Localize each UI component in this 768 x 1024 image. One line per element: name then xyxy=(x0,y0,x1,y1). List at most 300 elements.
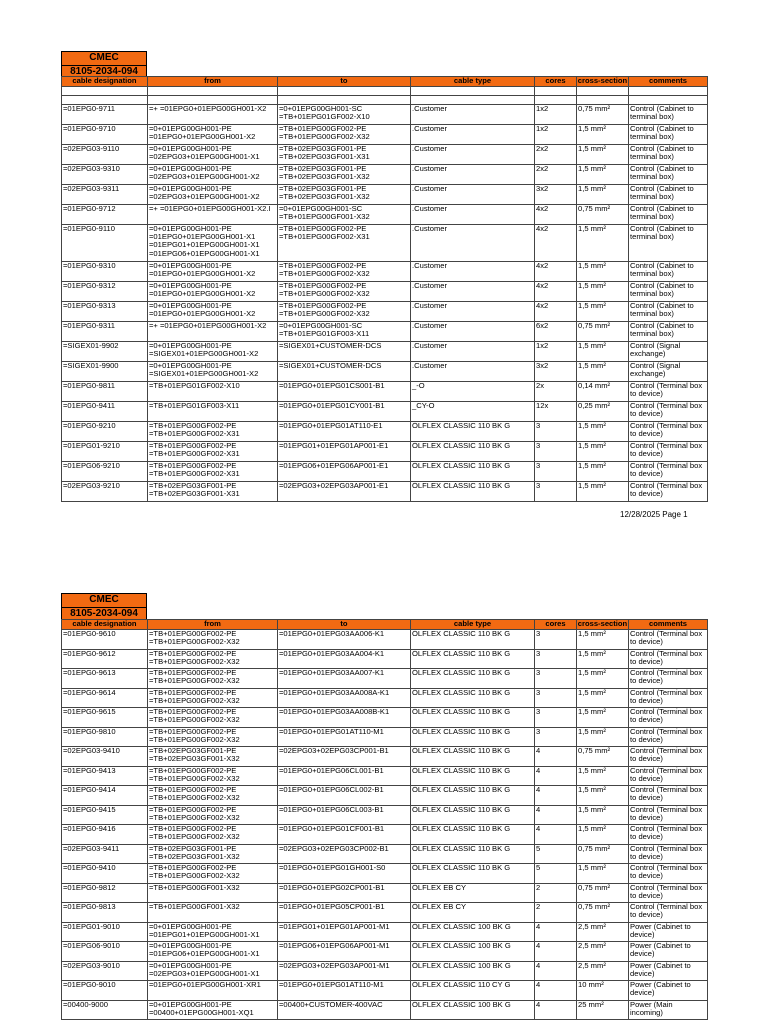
cell-cores: 5 xyxy=(535,864,577,884)
cell-designation: =01EPG0-9415 xyxy=(62,805,148,825)
cell-comments: Control (Terminal box to device) xyxy=(629,844,708,864)
cell-to: =01EPG0+01EPG03AA008A-K1 xyxy=(278,688,411,708)
cell-cable-type: ÖLFLEX CLASSIC 100 BK G xyxy=(411,942,535,962)
col-cores: cores xyxy=(535,77,577,87)
cell-comments: Control (Cabinet to terminal box) xyxy=(629,125,708,145)
cable-table-page-2 xyxy=(61,619,708,1020)
cell-cable-type: ÖLFLEX CLASSIC 110 BK G xyxy=(411,727,535,747)
cell-from: =+ =01EPG0+01EPG00GH001-X2 xyxy=(148,322,278,342)
cell-cores: 3x2 xyxy=(535,185,577,205)
cell-cross-section: 1,5 mm² xyxy=(577,462,629,482)
col-comments: comments xyxy=(629,77,708,87)
cell-cores: 3 xyxy=(535,422,577,442)
cell-cores: 4 xyxy=(535,961,577,981)
cell-cross-section: 1,5 mm² xyxy=(577,165,629,185)
cell-cores: 4x2 xyxy=(535,225,577,262)
cell-cross-section: 1,5 mm² xyxy=(577,145,629,165)
cell-comments: Control (Terminal box to device) xyxy=(629,382,708,402)
cell-to: =TB+01EPG00GF002-PE =TB+01EPG00GF002-X31 xyxy=(278,225,411,262)
column-header-row xyxy=(62,620,708,630)
col-from: from xyxy=(148,620,278,630)
cable-row xyxy=(62,688,708,708)
cell-cores: 4 xyxy=(535,747,577,767)
cell-comments: Control (Terminal box to device) xyxy=(629,442,708,462)
cell-cable-type: .Customer xyxy=(411,125,535,145)
cell-cores: 2 xyxy=(535,903,577,923)
cell-cross-section: 2,5 mm² xyxy=(577,922,629,942)
cell-cable-type: _CY-O xyxy=(411,402,535,422)
cell-comments: Control (Terminal box to device) xyxy=(629,766,708,786)
cell-from: =TB+01EPG00GF002-PE =TB+01EPG00GF002-X32 xyxy=(148,669,278,689)
cell-cable-type: ÖLFLEX CLASSIC 110 BK G xyxy=(411,462,535,482)
cell-from: =0+01EPG00GH001-PE =01EPG0+01EPG00GH001-X2 xyxy=(148,302,278,322)
cell-from: =0+01EPG00GH001-PE =SIGEX01+01EPG00GH001-X2 xyxy=(148,342,278,362)
cable-row xyxy=(62,669,708,689)
cable-row xyxy=(62,322,708,342)
cell-from: =0+01EPG00GH001-PE =01EPG0+01EPG00GH001-X2 xyxy=(148,282,278,302)
cell-designation: =01EPG0-9712 xyxy=(62,205,148,225)
col-from: from xyxy=(148,77,278,87)
cell-from: =TB+01EPG00GF002-PE =TB+01EPG00GF002-X32 xyxy=(148,766,278,786)
cell-cable-type: .Customer xyxy=(411,185,535,205)
cell-to: =TB+01EPG00GF002-PE =TB+01EPG00GF002-X32 xyxy=(278,262,411,282)
cell-cross-section: 1,5 mm² xyxy=(577,688,629,708)
cable-row xyxy=(62,630,708,650)
cable-row xyxy=(62,225,708,262)
cell-designation: =01EPG01-9210 xyxy=(62,442,148,462)
cell-designation: =01EPG0-9812 xyxy=(62,883,148,903)
cell-to: =TB+01EPG00GF002-PE =TB+01EPG00GF002-X32 xyxy=(278,282,411,302)
cell-to: =01EPG0+01EPG01AT110-M1 xyxy=(278,981,411,1001)
cell-cable-type: .Customer xyxy=(411,362,535,382)
cell-cable-type: ÖLFLEX CLASSIC 110 BK G xyxy=(411,825,535,845)
cell-to: =01EPG0+01EPG06CL001-B1 xyxy=(278,766,411,786)
cable-row xyxy=(62,165,708,185)
cell-from: =TB+01EPG00GF002-PE =TB+01EPG00GF002-X31 xyxy=(148,462,278,482)
col-cores: cores xyxy=(535,620,577,630)
cell-cable-type: .Customer xyxy=(411,145,535,165)
cell-cable-type: ÖLFLEX CLASSIC 100 BK G xyxy=(411,1000,535,1020)
cell-to: =01EPG0+01EPG03AA008B-K1 xyxy=(278,708,411,728)
cell-cores: 2x2 xyxy=(535,145,577,165)
cell-designation: =01EPG0-9613 xyxy=(62,669,148,689)
cell-comments: Control (Terminal box to device) xyxy=(629,630,708,650)
cell-cable-type: ÖLFLEX CLASSIC 110 BK G xyxy=(411,844,535,864)
cell-cores: 6x2 xyxy=(535,322,577,342)
cell-comments: Control (Cabinet to terminal box) xyxy=(629,225,708,262)
col-cable-type: cable type xyxy=(411,620,535,630)
cell-to: =02EPG03+02EPG03CP001-B1 xyxy=(278,747,411,767)
cell-to: =01EPG0+01EPG03AA007-K1 xyxy=(278,669,411,689)
cable-row xyxy=(62,462,708,482)
cell-cross-section: 0,75 mm² xyxy=(577,903,629,923)
cell-to: =0+01EPG00GH001-SC =TB+01EPG00GF001-X32 xyxy=(278,205,411,225)
cell-from: =01EPG0+01EPG00GH001-XR1 xyxy=(148,981,278,1001)
cell-cores: 4x2 xyxy=(535,302,577,322)
cell-designation: =01EPG0-9615 xyxy=(62,708,148,728)
cell-designation: =01EPG0-9710 xyxy=(62,125,148,145)
cell-cross-section: 1,5 mm² xyxy=(577,185,629,205)
cell-designation: =01EPG0-9210 xyxy=(62,422,148,442)
cell-from: =0+01EPG00GH001-PE =00400+01EPG00GH001-XQ1 xyxy=(148,1000,278,1020)
cell-from: =TB+01EPG00GF002-PE =TB+01EPG00GF002-X32 xyxy=(148,786,278,806)
cell-to: =0+01EPG00GH001-SC =TB+01EPG01GF003-X11 xyxy=(278,322,411,342)
cell-cross-section: 0,75 mm² xyxy=(577,844,629,864)
cell-designation: =01EPG0-9811 xyxy=(62,382,148,402)
cable-row xyxy=(62,262,708,282)
cell-from: =TB+01EPG00GF002-PE =TB+01EPG00GF002-X32 xyxy=(148,864,278,884)
cell-designation: =02EPG03-9010 xyxy=(62,961,148,981)
cell-comments: Control (Cabinet to terminal box) xyxy=(629,262,708,282)
cell-cores: 3 xyxy=(535,442,577,462)
cable-row xyxy=(62,747,708,767)
cell-cores: 3 xyxy=(535,630,577,650)
cell-from: =TB+01EPG00GF002-PE =TB+01EPG00GF002-X32 xyxy=(148,727,278,747)
cable-row xyxy=(62,145,708,165)
cell-cable-type: .Customer xyxy=(411,262,535,282)
cell-from: =0+01EPG00GH001-PE =01EPG06+01EPG00GH001-X1 xyxy=(148,942,278,962)
cell-designation: =01EPG0-9312 xyxy=(62,282,148,302)
cable-row xyxy=(62,205,708,225)
cable-row xyxy=(62,482,708,502)
cell-to: =TB+01EPG00GF002-PE =TB+01EPG00GF002-X32 xyxy=(278,302,411,322)
cell-cross-section: 1,5 mm² xyxy=(577,302,629,322)
cell-designation: =SIGEX01-9902 xyxy=(62,342,148,362)
cell-to: =01EPG0+01EPG01CF001-B1 xyxy=(278,825,411,845)
cell-cross-section: 0,75 mm² xyxy=(577,747,629,767)
cell-to: =02EPG03+02EPG03AP001-E1 xyxy=(278,482,411,502)
col-cable-designation: cable designation xyxy=(62,77,148,87)
cable-row xyxy=(62,786,708,806)
cell-cores: 2x2 xyxy=(535,165,577,185)
cell-from: =TB+01EPG00GF001-X32 xyxy=(148,883,278,903)
cell-from: =TB+01EPG00GF002-PE =TB+01EPG00GF002-X32 xyxy=(148,630,278,650)
cell-cross-section: 1,5 mm² xyxy=(577,342,629,362)
cell-designation: =01EPG06-9210 xyxy=(62,462,148,482)
cell-cross-section: 0,14 mm² xyxy=(577,382,629,402)
cell-comments: Control (Terminal box to device) xyxy=(629,422,708,442)
cell-comments: Control (Terminal box to device) xyxy=(629,482,708,502)
cell-from: =0+01EPG00GH001-PE =02EPG03+01EPG00GH001-X1 xyxy=(148,145,278,165)
cell-to: =01EPG0+01EPG05CP001-B1 xyxy=(278,903,411,923)
cell-cable-type: ÖLFLEX CLASSIC 110 BK G xyxy=(411,747,535,767)
cell-cable-type: ÖLFLEX CLASSIC 110 BK G xyxy=(411,482,535,502)
col-cable-type: cable type xyxy=(411,77,535,87)
cell-designation: =01EPG0-9810 xyxy=(62,727,148,747)
cable-row xyxy=(62,883,708,903)
cell-designation: =01EPG0-9310 xyxy=(62,262,148,282)
col-cable-designation: cable designation xyxy=(62,620,148,630)
cell-cable-type: ÖLFLEX CLASSIC 110 BK G xyxy=(411,766,535,786)
cell-from: =TB+01EPG00GF002-PE =TB+01EPG00GF002-X32 xyxy=(148,825,278,845)
cell-from: =TB+01EPG00GF002-PE =TB+01EPG00GF002-X31 xyxy=(148,422,278,442)
cable-row xyxy=(62,1000,708,1020)
cell-cable-type: ÖLFLEX CLASSIC 100 BK G xyxy=(411,961,535,981)
cell-designation: =01EPG0-9813 xyxy=(62,903,148,923)
cell-designation: =01EPG0-9411 xyxy=(62,402,148,422)
cell-cable-type: .Customer xyxy=(411,322,535,342)
cell-from: =0+01EPG00GH001-PE =02EPG03+01EPG00GH001-X2 xyxy=(148,185,278,205)
cell-from: =+ =01EPG0+01EPG00GH001-X2 xyxy=(148,105,278,125)
cell-to: =0+01EPG00GH001-SC =TB+01EPG01GF002-X10 xyxy=(278,105,411,125)
cell-to: =SIGEX01+CUSTOMER-DCS xyxy=(278,362,411,382)
cell-cross-section: 1,5 mm² xyxy=(577,708,629,728)
cable-row xyxy=(62,864,708,884)
cell-cross-section: 0,75 mm² xyxy=(577,205,629,225)
cell-comments: Control (Terminal box to device) xyxy=(629,825,708,845)
cell-cores: 1x2 xyxy=(535,342,577,362)
cell-to: =02EPG03+02EPG03AP001-M1 xyxy=(278,961,411,981)
cell-cross-section: 1,5 mm² xyxy=(577,262,629,282)
cable-row xyxy=(62,382,708,402)
document-number: 8105-2034-094 xyxy=(62,65,146,79)
cell-to: =TB+02EPG03GF001-PE =TB+02EPG03GF001-X32 xyxy=(278,165,411,185)
cable-row xyxy=(62,649,708,669)
cell-cores: 12x xyxy=(535,402,577,422)
cell-comments: Power (Cabinet to device) xyxy=(629,922,708,942)
col-cross-section: cross-section xyxy=(577,619,628,629)
cable-row xyxy=(62,805,708,825)
cell-cores: 4 xyxy=(535,942,577,962)
cell-from: =+ =01EPG0+01EPG00GH001-X2.I xyxy=(148,205,278,225)
cell-designation: =01EPG0-9612 xyxy=(62,649,148,669)
cell-designation: =01EPG0-9410 xyxy=(62,864,148,884)
cell-cross-section: 1,5 mm² xyxy=(577,125,629,145)
cell-to: =01EPG0+01EPG06CL003-B1 xyxy=(278,805,411,825)
cell-designation: =02EPG03-9310 xyxy=(62,165,148,185)
cell-cores: 1x2 xyxy=(535,125,577,145)
cell-designation: =01EPG0-9414 xyxy=(62,786,148,806)
cable-row xyxy=(62,766,708,786)
cell-cross-section: 1,5 mm² xyxy=(577,805,629,825)
cell-cores: 4 xyxy=(535,981,577,1001)
cell-comments: Control (Terminal box to device) xyxy=(629,903,708,923)
cell-cable-type: .Customer xyxy=(411,342,535,362)
cell-designation: =01EPG0-9614 xyxy=(62,688,148,708)
cell-comments: Control (Terminal box to device) xyxy=(629,462,708,482)
cell-to: =SIGEX01+CUSTOMER-DCS xyxy=(278,342,411,362)
cell-to: =01EPG0+01EPG02CP001-B1 xyxy=(278,883,411,903)
cable-row xyxy=(62,942,708,962)
cell-from: =TB+01EPG00GF002-PE =TB+01EPG00GF002-X31 xyxy=(148,442,278,462)
company-name: CMEC xyxy=(89,594,119,605)
cell-cable-type: ÖLFLEX CLASSIC 110 BK G xyxy=(411,669,535,689)
company-name: CMEC xyxy=(89,52,119,63)
cell-to: =TB+02EPG03GF001-PE =TB+02EPG03GF001-X32 xyxy=(278,185,411,205)
cell-cores: 3 xyxy=(535,649,577,669)
cell-from: =TB+02EPG03GF001-PE =TB+02EPG03GF001-X32 xyxy=(148,844,278,864)
cell-designation: =00400-9000 xyxy=(62,1000,148,1020)
cell-cores: 4 xyxy=(535,1000,577,1020)
cell-from: =TB+01EPG00GF002-PE =TB+01EPG00GF002-X32 xyxy=(148,649,278,669)
cell-to: =00400+CUSTOMER-400VAC xyxy=(278,1000,411,1020)
cell-cores: 1x2 xyxy=(535,105,577,125)
cell-cores: 3 xyxy=(535,669,577,689)
cell-cross-section: 1,5 mm² xyxy=(577,630,629,650)
cell-cable-type: .Customer xyxy=(411,105,535,125)
cable-row xyxy=(62,961,708,981)
cell-cross-section: 1,5 mm² xyxy=(577,727,629,747)
cell-designation: =01EPG0-9711 xyxy=(62,105,148,125)
cable-row xyxy=(62,342,708,362)
cell-to: =01EPG06+01EPG06AP001-E1 xyxy=(278,462,411,482)
cell-comments: Control (Cabinet to terminal box) xyxy=(629,322,708,342)
cell-from: =TB+02EPG03GF001-PE =TB+02EPG03GF001-X32 xyxy=(148,747,278,767)
cell-cross-section: 1,5 mm² xyxy=(577,442,629,462)
cell-comments: Control (Terminal box to device) xyxy=(629,864,708,884)
cell-from: =TB+01EPG01GF002-X10 xyxy=(148,382,278,402)
cell-comments: Control (Terminal box to device) xyxy=(629,883,708,903)
cable-row xyxy=(62,844,708,864)
col-cross-section: cross-section xyxy=(577,76,628,86)
blank-row xyxy=(62,96,708,105)
cable-row xyxy=(62,362,708,382)
cell-cross-section: 0,25 mm² xyxy=(577,402,629,422)
col-comments: comments xyxy=(629,620,708,630)
company-header-box xyxy=(61,51,147,79)
cell-to: =01EPG06+01EPG06AP001-M1 xyxy=(278,942,411,962)
cell-from: =0+01EPG00GH001-PE =02EPG03+01EPG00GH001-X2 xyxy=(148,165,278,185)
column-header-row xyxy=(62,77,708,87)
cell-cable-type: ÖLFLEX EB CY xyxy=(411,903,535,923)
cell-from: =TB+01EPG01GF003-X11 xyxy=(148,402,278,422)
cell-cores: 2 xyxy=(535,883,577,903)
cell-cable-type: ÖLFLEX CLASSIC 110 BK G xyxy=(411,422,535,442)
cell-cores: 3 xyxy=(535,482,577,502)
cell-cable-type: .Customer xyxy=(411,302,535,322)
cell-cores: 3 xyxy=(535,727,577,747)
cell-cross-section: 1,5 mm² xyxy=(577,225,629,262)
cell-cross-section: 1,5 mm² xyxy=(577,825,629,845)
cell-cores: 3x2 xyxy=(535,362,577,382)
cell-comments: Control (Cabinet to terminal box) xyxy=(629,185,708,205)
cell-comments: Control (Terminal box to device) xyxy=(629,402,708,422)
cable-row xyxy=(62,981,708,1001)
cell-designation: =01EPG06-9010 xyxy=(62,942,148,962)
cell-designation: =01EPG0-9313 xyxy=(62,302,148,322)
cell-cores: 4 xyxy=(535,786,577,806)
cell-cores: 4 xyxy=(535,922,577,942)
col-to: to xyxy=(278,77,411,87)
cell-cable-type: .Customer xyxy=(411,282,535,302)
cell-comments: Control (Terminal box to device) xyxy=(629,786,708,806)
cell-comments: Control (Cabinet to terminal box) xyxy=(629,165,708,185)
cell-cross-section: 25 mm² xyxy=(577,1000,629,1020)
company-header-box xyxy=(61,593,147,621)
cell-cable-type: ÖLFLEX EB CY xyxy=(411,883,535,903)
cell-comments: Control (Terminal box to device) xyxy=(629,688,708,708)
cell-from: =TB+02EPG03GF001-PE =TB+02EPG03GF001-X31 xyxy=(148,482,278,502)
cell-to: =01EPG0+01EPG01CY001-B1 xyxy=(278,402,411,422)
cable-row xyxy=(62,105,708,125)
cell-from: =TB+01EPG00GF002-PE =TB+01EPG00GF002-X32 xyxy=(148,708,278,728)
document-number: 8105-2034-094 xyxy=(62,607,146,621)
cell-comments: Power (Cabinet to device) xyxy=(629,981,708,1001)
cell-cross-section: 1,5 mm² xyxy=(577,766,629,786)
col-to: to xyxy=(278,620,411,630)
cell-from: =0+01EPG00GH001-PE =01EPG01+01EPG00GH001-X1 xyxy=(148,922,278,942)
cable-row xyxy=(62,727,708,747)
cell-cross-section: 1,5 mm² xyxy=(577,422,629,442)
cell-from: =0+01EPG00GH001-PE =SIGEX01+01EPG00GH001-X2 xyxy=(148,362,278,382)
cable-row xyxy=(62,825,708,845)
cell-from: =0+01EPG00GH001-PE =01EPG0+01EPG00GH001-X2 xyxy=(148,125,278,145)
cell-cores: 4x2 xyxy=(535,262,577,282)
cable-row xyxy=(62,442,708,462)
cell-cable-type: ÖLFLEX CLASSIC 110 BK G xyxy=(411,649,535,669)
cell-comments: Control (Signal exchange) xyxy=(629,362,708,382)
cell-cable-type: ÖLFLEX CLASSIC 110 BK G xyxy=(411,630,535,650)
cell-to: =01EPG0+01EPG03AA004-K1 xyxy=(278,649,411,669)
cable-row xyxy=(62,903,708,923)
cell-designation: =01EPG01-9010 xyxy=(62,922,148,942)
cell-comments: Control (Cabinet to terminal box) xyxy=(629,145,708,165)
cell-cores: 4 xyxy=(535,805,577,825)
page-footer: 12/28/2025 Page 1 xyxy=(620,510,688,519)
cable-row xyxy=(62,125,708,145)
cell-comments: Control (Terminal box to device) xyxy=(629,805,708,825)
cell-to: =01EPG0+01EPG01AT110-E1 xyxy=(278,422,411,442)
cell-cable-type: ÖLFLEX CLASSIC 110 BK G xyxy=(411,805,535,825)
cell-cable-type: ÖLFLEX CLASSIC 110 BK G xyxy=(411,442,535,462)
cell-cable-type: ÖLFLEX CLASSIC 110 BK G xyxy=(411,708,535,728)
cable-row xyxy=(62,922,708,942)
cell-to: =01EPG0+01EPG01GH001-S0 xyxy=(278,864,411,884)
cable-row xyxy=(62,185,708,205)
cable-row xyxy=(62,282,708,302)
cell-comments: Control (Cabinet to terminal box) xyxy=(629,282,708,302)
cell-comments: Power (Cabinet to device) xyxy=(629,942,708,962)
cell-cable-type: .Customer xyxy=(411,225,535,262)
cell-cable-type: ÖLFLEX CLASSIC 110 BK G xyxy=(411,786,535,806)
cell-cross-section: 0,75 mm² xyxy=(577,322,629,342)
cell-to: =01EPG01+01EPG01AP001-E1 xyxy=(278,442,411,462)
cell-cross-section: 1,5 mm² xyxy=(577,669,629,689)
cell-comments: Control (Terminal box to device) xyxy=(629,649,708,669)
cell-cross-section: 0,75 mm² xyxy=(577,105,629,125)
cell-from: =0+01EPG00GH001-PE =01EPG0+01EPG00GH001-X2 xyxy=(148,262,278,282)
cell-comments: Control (Cabinet to terminal box) xyxy=(629,205,708,225)
cell-comments: Control (Signal exchange) xyxy=(629,342,708,362)
cell-cross-section: 10 mm² xyxy=(577,981,629,1001)
cell-comments: Power (Cabinet to device) xyxy=(629,961,708,981)
cell-to: =02EPG03+02EPG03CP002-B1 xyxy=(278,844,411,864)
cell-cable-type: ÖLFLEX CLASSIC 100 BK G xyxy=(411,922,535,942)
cell-designation: =02EPG03-9410 xyxy=(62,747,148,767)
cell-designation: =01EPG0-9610 xyxy=(62,630,148,650)
cell-cable-type: .Customer xyxy=(411,165,535,185)
cell-designation: =01EPG0-9413 xyxy=(62,766,148,786)
cell-designation: =02EPG03-9210 xyxy=(62,482,148,502)
cell-cores: 3 xyxy=(535,688,577,708)
cell-from: =TB+01EPG00GF002-PE =TB+01EPG00GF002-X32 xyxy=(148,688,278,708)
cell-cable-type: ÖLFLEX CLASSIC 110 BK G xyxy=(411,688,535,708)
cell-to: =01EPG0+01EPG01CS001-B1 xyxy=(278,382,411,402)
cell-comments: Power (Main incoming) xyxy=(629,1000,708,1020)
cell-comments: Control (Cabinet to terminal box) xyxy=(629,105,708,125)
cell-cores: 3 xyxy=(535,708,577,728)
cell-from: =TB+01EPG00GF002-PE =TB+01EPG00GF002-X32 xyxy=(148,805,278,825)
cell-to: =01EPG01+01EPG01AP001-M1 xyxy=(278,922,411,942)
cell-cross-section: 1,5 mm² xyxy=(577,786,629,806)
cable-row xyxy=(62,402,708,422)
cell-cable-type: ÖLFLEX CLASSIC 110 CY G xyxy=(411,981,535,1001)
cell-comments: Control (Cabinet to terminal box) xyxy=(629,302,708,322)
cell-to: =01EPG0+01EPG03AA006-K1 xyxy=(278,630,411,650)
cell-designation: =SIGEX01-9900 xyxy=(62,362,148,382)
cell-to: =TB+01EPG00GF002-PE =TB+01EPG00GF002-X32 xyxy=(278,125,411,145)
cell-designation: =02EPG03-9411 xyxy=(62,844,148,864)
